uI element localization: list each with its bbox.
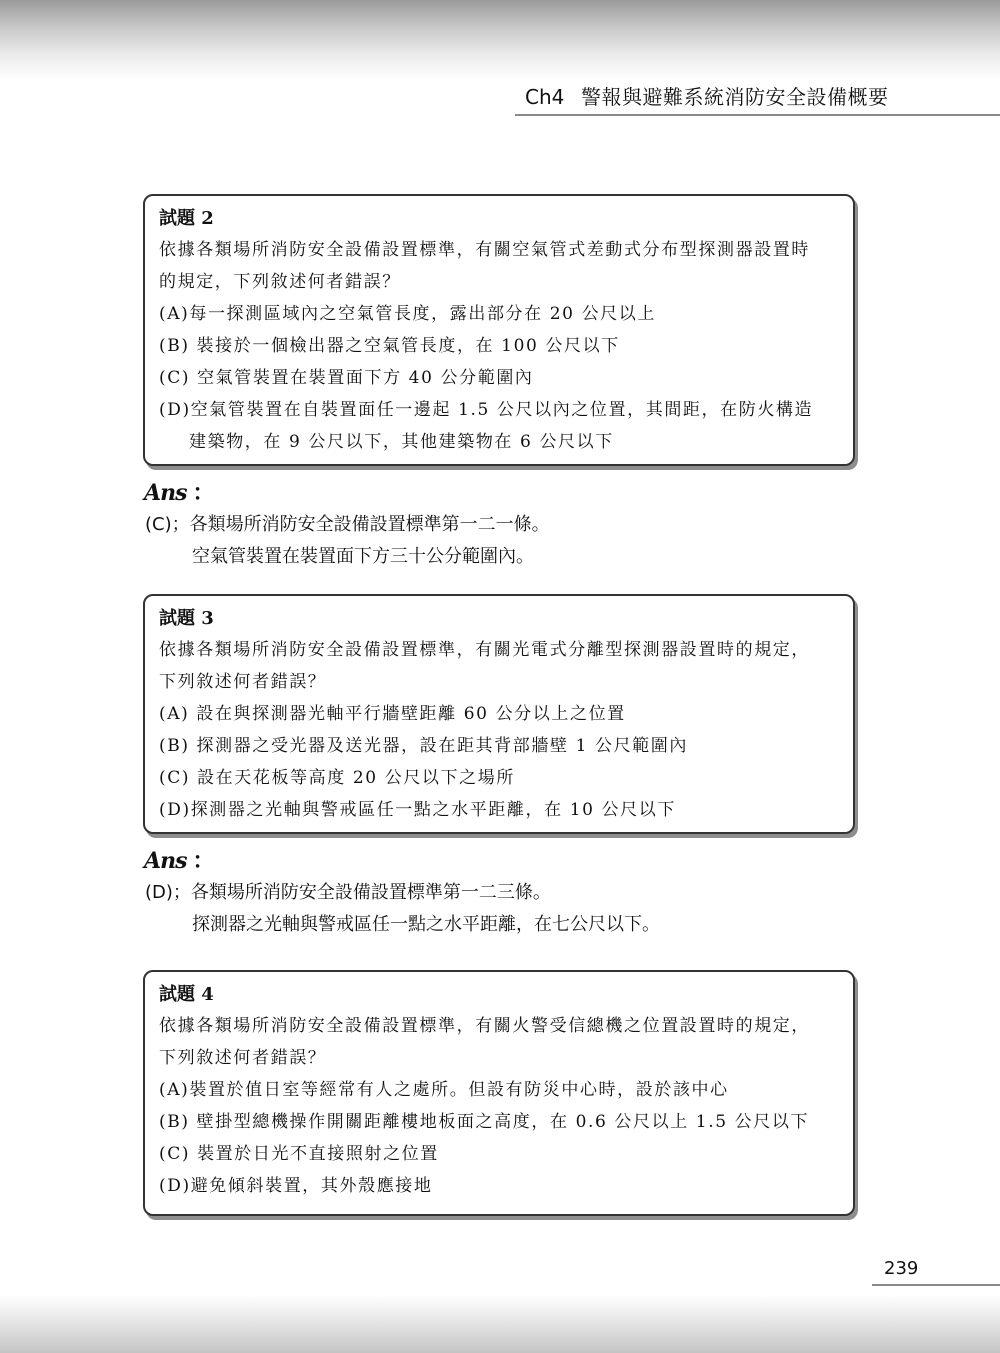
option-d: (D)探測器之光軸與警戒區任一點之水平距離，在 10 公尺以下 bbox=[159, 800, 676, 820]
question-stem-line: 依據各類場所消防安全設備設置標準，有關光電式分離型探測器設置時的規定， bbox=[159, 640, 810, 660]
question-box-4 bbox=[143, 970, 855, 1216]
question-stem-line: 下列敘述何者錯誤？ bbox=[159, 1048, 327, 1068]
option-c: (C) 設在天花板等高度 20 公尺以下之場所 bbox=[159, 768, 515, 788]
question-box-3 bbox=[143, 594, 855, 834]
question-stem-line: 依據各類場所消防安全設備設置標準，有關火警受信總機之位置設置時的規定， bbox=[159, 1016, 810, 1036]
page-number: 239 bbox=[872, 1258, 1000, 1286]
answer-label: Ans ： bbox=[144, 848, 214, 874]
option-d-continued: 建築物，在 9 公尺以下，其他建築物在 6 公尺以下 bbox=[189, 432, 614, 452]
option-a: (A) 設在與探測器光軸平行牆壁距離 60 公分以上之位置 bbox=[159, 704, 626, 724]
chapter-header bbox=[515, 84, 1000, 116]
option-b: (B) 探測器之受光器及送光器，設在距其背部牆壁 1 公尺範圍內 bbox=[159, 736, 688, 756]
question-title: 試題 3 bbox=[159, 608, 214, 629]
answer-text: (D)；各類場所消防安全設備設置標準第一二三條。 bbox=[145, 882, 551, 903]
question-stem-line: 的規定，下列敘述何者錯誤？ bbox=[159, 272, 401, 292]
option-b: (B) 壁掛型總機操作開關距離樓地板面之高度，在 0.6 公尺以上 1.5 公尺以下 bbox=[159, 1112, 810, 1132]
option-a: (A)每一探測區域內之空氣管長度，露出部分在 20 公尺以上 bbox=[159, 304, 656, 324]
question-title: 試題 2 bbox=[159, 208, 214, 229]
answer-label: Ans ： bbox=[144, 480, 214, 506]
bottom-gradient-band bbox=[0, 1295, 1000, 1353]
option-d: (D)避免傾斜裝置，其外殼應接地 bbox=[159, 1176, 433, 1196]
chapter-number: Ch4 bbox=[525, 85, 565, 109]
option-c: (C) 空氣管裝置在裝置面下方 40 公分範圍內 bbox=[159, 368, 534, 388]
answer-explanation: 空氣管裝置在裝置面下方三十公分範圍內。 bbox=[192, 546, 534, 567]
question-box-2 bbox=[143, 194, 855, 466]
option-a: (A)裝置於值日室等經常有人之處所。但設有防災中心時，設於該中心 bbox=[159, 1080, 729, 1100]
option-d: (D)空氣管裝置在自裝置面任一邊起 1.5 公尺以內之位置，其間距，在防火構造 bbox=[159, 400, 814, 420]
question-stem-line: 依據各類場所消防安全設備設置標準，有關空氣管式差動式分布型探測器設置時 bbox=[159, 240, 810, 260]
answer-explanation: 探測器之光軸與警戒區任一點之水平距離，在七公尺以下。 bbox=[192, 914, 660, 935]
question-stem-line: 下列敘述何者錯誤？ bbox=[159, 672, 327, 692]
answer-text: (C)；各類場所消防安全設備設置標準第一二一條。 bbox=[145, 514, 550, 535]
option-b: (B) 裝接於一個檢出器之空氣管長度，在 100 公尺以下 bbox=[159, 336, 620, 356]
question-title: 試題 4 bbox=[159, 984, 214, 1005]
option-c: (C) 裝置於日光不直接照射之位置 bbox=[159, 1144, 439, 1164]
top-gradient-band bbox=[0, 0, 1000, 80]
chapter-title: 警報與避難系統消防安全設備概要 bbox=[581, 85, 889, 109]
